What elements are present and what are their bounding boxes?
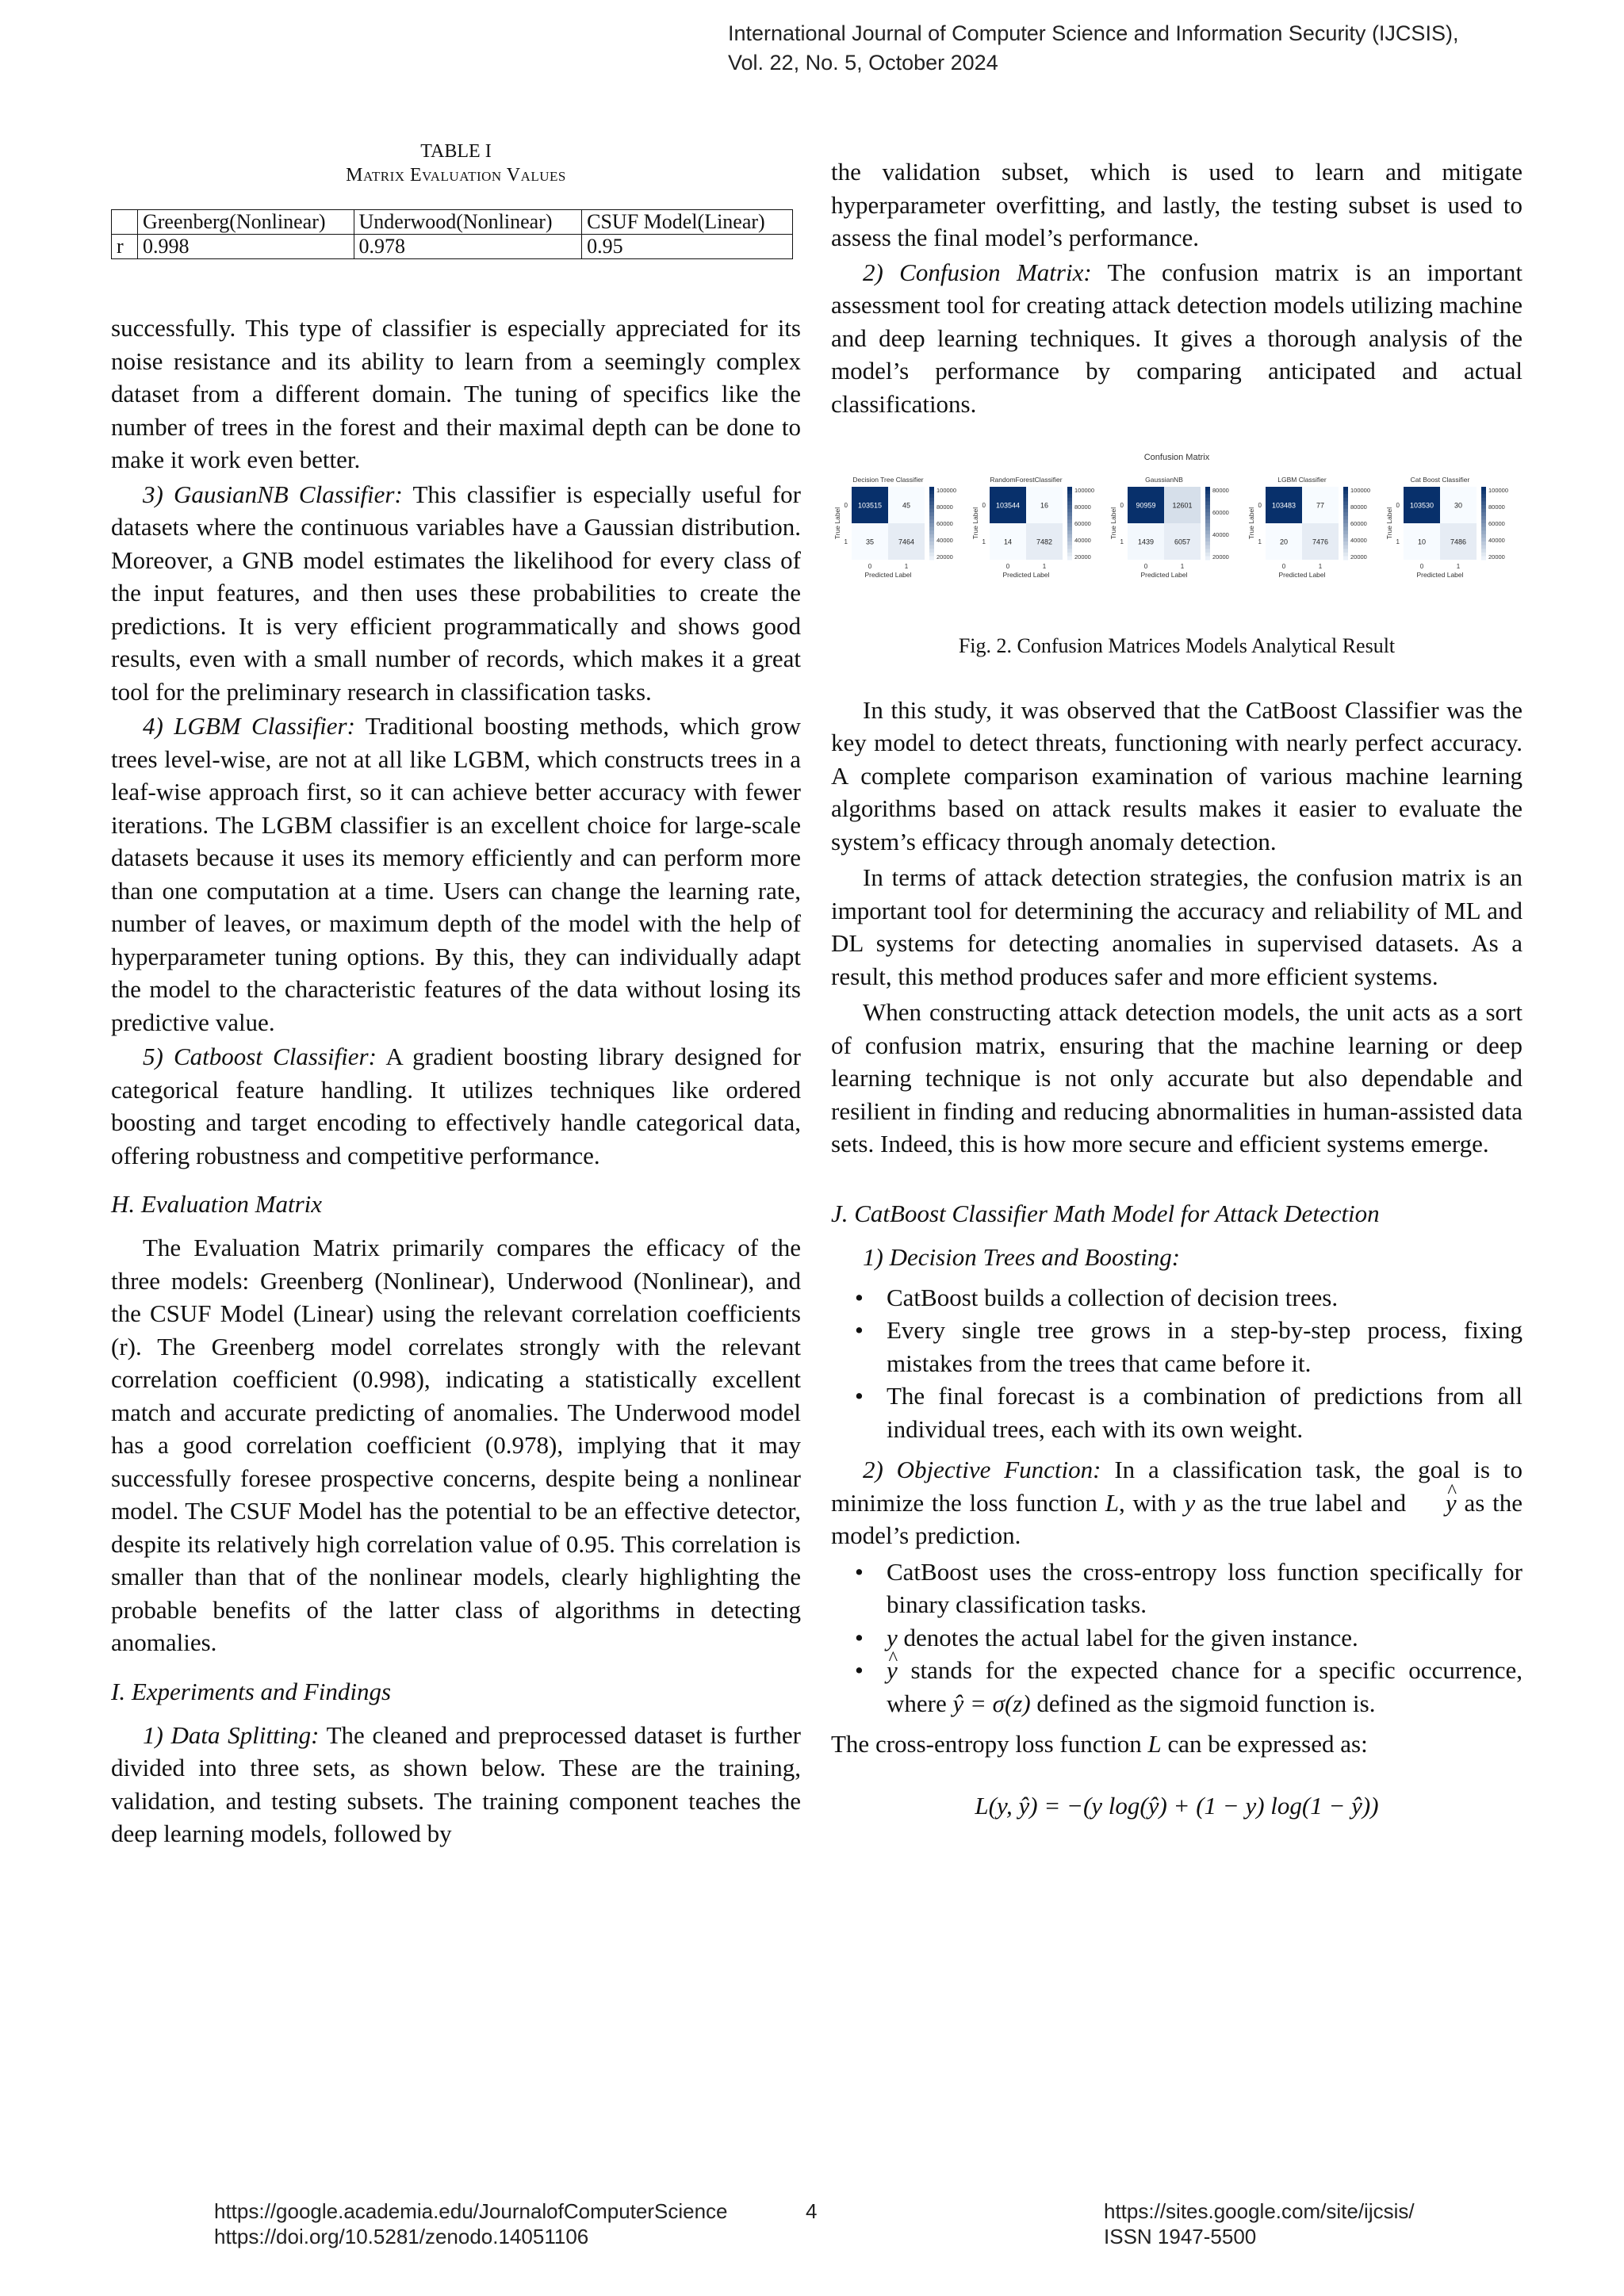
list-item <box>831 1654 1522 1720</box>
cell-value-label: 103515 <box>857 501 883 510</box>
objective-text: as the model’s prediction. <box>831 1488 1522 1549</box>
colorbar-segment <box>1343 516 1348 520</box>
panel-title: Cat Boost Classifier <box>1410 476 1470 484</box>
paragraph-cross-entropy <box>831 1728 1522 1761</box>
colorbar-segment <box>1481 545 1486 549</box>
colorbar-tick-label: 20000 <box>936 553 953 561</box>
footer-right <box>1104 2198 1415 2249</box>
colorbar-segment <box>929 541 934 545</box>
cross-entropy-text: The cross-entropy loss function <box>831 1730 1148 1758</box>
gnb-text: This classifier is especially useful for datasets where the continuous variables have a Gaussian distribution. Moreover, a GNB model estimates the likelihood for every class of the input features, and then uses these probabilities to create the predictions. It is very efficient programmatically and shows good results, even with a small number of records, which makes it a great tool for the preliminary research in classification tasks. <box>111 480 801 706</box>
colorbar-tick-label: 80000 <box>936 503 953 511</box>
lgbm-heading: 4) LGBM Classifier: <box>143 712 355 740</box>
colorbar-segment <box>1205 516 1210 520</box>
x-tick-label: 1 <box>1456 563 1461 570</box>
footer-left <box>214 2198 728 2249</box>
footer-link-doi[interactable]: https://doi.org/10.5281/zenodo.14051106 <box>214 2225 589 2248</box>
panel-title: GaussianNB <box>1145 476 1183 484</box>
right-column <box>831 155 1522 1822</box>
colorbar-segment <box>1343 523 1348 527</box>
colorbar-tick-label: 100000 <box>1074 487 1095 494</box>
cell-value-label: 45 <box>902 501 911 510</box>
list-item-text: defined as the sigmoid function is. <box>1030 1689 1376 1717</box>
cell-value-label: 103544 <box>995 501 1021 510</box>
colorbar-segment <box>929 501 934 505</box>
colorbar-segment <box>1481 538 1486 541</box>
colorbar-tick-label: 80000 <box>1212 487 1229 494</box>
list-item-text: stands for the expected chance for a specific occurrence, where <box>887 1656 1522 1717</box>
cell-value-label: 77 <box>1316 501 1325 510</box>
paragraph-data-splitting <box>111 1719 801 1850</box>
colorbar-segment <box>1481 523 1486 527</box>
table-caption <box>111 140 801 187</box>
paragraph-attack-strategies: In terms of attack detection strategies, the confusion matrix is an important tool for determining the accuracy and reliability of ML and DL systems for detecting anomalies in supervised datasets. As a result, this method produces safer and more efficient systems. <box>831 863 1522 990</box>
colorbar-tick-label: 20000 <box>1212 553 1229 561</box>
objective-text: as the true label and <box>1195 1488 1414 1517</box>
x-axis-label: Predicted Label <box>1140 571 1188 579</box>
math-y: y <box>887 1623 898 1651</box>
cell-value-label: 103530 <box>1409 501 1434 510</box>
colorbar-segment <box>1067 509 1072 513</box>
cell-value-label: 30 <box>1454 501 1463 510</box>
colorbar-segment <box>1067 501 1072 505</box>
list-item: • CatBoost uses the cross-entropy loss function specifically for binary classification tasks. <box>831 1556 1522 1621</box>
colorbar-segment <box>1205 534 1210 538</box>
paragraph-confusion <box>831 256 1522 421</box>
colorbar-segment <box>1205 530 1210 534</box>
colorbar-segment <box>1067 491 1072 495</box>
colorbar-segment <box>929 527 934 531</box>
confusion-heading: 2) Confusion Matrix: <box>863 258 1092 286</box>
cell-value-label: 35 <box>865 538 875 546</box>
colorbar-segment <box>1343 538 1348 541</box>
list-item: • The final forecast is a combination of predictions from all individual trees, each with its own weight. <box>831 1380 1522 1445</box>
colorbar-tick-label: 80000 <box>1350 503 1367 511</box>
colorbar-segment <box>1343 534 1348 538</box>
colorbar-segment <box>1205 538 1210 541</box>
colorbar-segment <box>929 512 934 516</box>
bullet-list-trees <box>831 1281 1522 1446</box>
x-axis-label: Predicted Label <box>1278 571 1326 579</box>
colorbar-segment <box>1067 516 1072 520</box>
colorbar-segment <box>1343 512 1348 516</box>
math-L: L <box>1105 1488 1119 1517</box>
objective-text: , with <box>1118 1488 1185 1517</box>
journal-header <box>728 19 1600 78</box>
colorbar-segment <box>929 545 934 549</box>
colorbar-tick-label: 60000 <box>1212 509 1229 516</box>
table-title: Matrix Evaluation Values <box>346 165 566 186</box>
section-j-heading: J. CatBoost Classifier Math Model for Attack Detection <box>831 1199 1380 1227</box>
y-tick-label: 0 <box>1120 502 1124 509</box>
colorbar-segment <box>1205 505 1210 509</box>
cross-entropy-text: can be expressed as: <box>1161 1730 1368 1758</box>
list-item: • Every single tree grows in a step-by-step process, fixing mistakes from the trees that came before it. <box>831 1314 1522 1380</box>
cross-entropy-equation: L(y, ŷ) = −(y log(ŷ) + (1 − y) log(1 − ŷ)) <box>975 1791 1379 1820</box>
colorbar-segment <box>1205 527 1210 531</box>
colorbar-tick-label: 40000 <box>1488 537 1505 544</box>
left-column <box>111 140 801 1850</box>
x-axis-label: Predicted Label <box>864 571 912 579</box>
colorbar-segment <box>929 519 934 523</box>
paragraph-lgbm <box>111 710 801 1039</box>
subsection-decision-trees: 1) Decision Trees and Boosting: <box>863 1242 1181 1271</box>
footer-link-academia[interactable]: https://google.academia.edu/JournalofComputerScience <box>214 2199 728 2223</box>
colorbar-segment <box>1481 527 1486 531</box>
colorbar-tick-label: 40000 <box>1350 537 1367 544</box>
colorbar-tick-label: 100000 <box>1350 487 1371 494</box>
colorbar-segment <box>1205 549 1210 553</box>
table-header-cell: CSUF Model(Linear) <box>582 210 793 235</box>
catboost-text: A gradient boosting library designed for categorical feature handling. It utilizes techniques like ordered boosting and target encoding to effectively handle categorical data, offering robustness and competitive performance. <box>111 1043 801 1169</box>
colorbar-segment <box>1481 501 1486 505</box>
y-tick-label: 1 <box>982 538 986 545</box>
colorbar-segment <box>1067 487 1072 491</box>
journal-header-line1: International Journal of Computer Science and Information Security (IJCSIS), <box>728 21 1459 45</box>
colorbar-tick-label: 80000 <box>1488 503 1505 511</box>
paragraph-rf-continued: successfully. This type of classifier is especially appreciated for its noise resistance and its ability to learn from a seemingly complex dataset from a different domain. The tuning of specifics like the number of trees in the forest and their maximal depth can be done to make it work even better. <box>111 314 801 473</box>
colorbar-segment <box>1067 498 1072 502</box>
table-label: TABLE I <box>420 141 492 162</box>
x-tick-label: 0 <box>1005 563 1010 570</box>
colorbar-segment <box>1481 516 1486 520</box>
colorbar-segment <box>1067 494 1072 498</box>
colorbar-segment <box>1343 494 1348 498</box>
colorbar-segment <box>929 494 934 498</box>
table-row <box>112 235 793 259</box>
colorbar-tick-label: 40000 <box>1074 537 1091 544</box>
y-axis-label: True Label <box>833 507 841 540</box>
y-tick-label: 0 <box>1258 502 1262 509</box>
colorbar-segment <box>1067 519 1072 523</box>
colorbar-segment <box>1067 549 1072 553</box>
colorbar-segment <box>1343 527 1348 531</box>
colorbar-segment <box>1343 549 1348 553</box>
colorbar-segment <box>929 509 934 513</box>
colorbar-segment <box>1481 498 1486 502</box>
paragraph-objective <box>831 1453 1522 1552</box>
gnb-heading: 3) GausianNB Classifier: <box>143 480 403 508</box>
colorbar-tick-label: 60000 <box>936 520 953 527</box>
colorbar-segment <box>1481 509 1486 513</box>
y-axis-label: True Label <box>971 507 979 540</box>
paragraph-evaluation: The Evaluation Matrix primarily compares the efficacy of the three models: Greenberg (Nonlinear), Underwood (Nonlinear), and the CSUF Model (Linear) using the relevant correlation coefficients (r). The Greenberg model correlates strongly with the relevant correlation coefficient (0.998), indicating a statistically excellent match and accurate predicting of anomalies. The Underwood model has a good correlation coefficient (0.978), implying that it may successfully foresee prospective concerns, despite being a nonlinear model. The CSUF Model has the potential to be an effective detector, despite its relatively high correlation value of 0.95. This correlation is smaller than that of the nonlinear models, clearly highlighting the probable benefits of the latter class of algorithms in detecting anomalies. <box>111 1234 801 1656</box>
paragraph-validation: the validation subset, which is used to learn and mitigate hyperparameter overfitting, and lastly, the testing subset is used to assess the final model’s performance. <box>831 158 1522 251</box>
cell-value-label: 1439 <box>1137 538 1155 546</box>
colorbar-segment <box>1205 509 1210 513</box>
objective-text: In a classification task, the goal is to minimize the loss function <box>831 1456 1522 1517</box>
page-number: 4 <box>806 2199 818 2223</box>
splitting-text: The cleaned and preprocessed dataset is further divided into three sets, as shown below. These are the training, validation, and testing subsets. The training component teaches the deep learning models, followed by <box>111 1720 801 1847</box>
cell-value-label: 7486 <box>1450 538 1467 546</box>
y-tick-label: 0 <box>1396 502 1400 509</box>
cell-value-label: 16 <box>1040 501 1049 510</box>
colorbar-segment <box>1067 505 1072 509</box>
colorbar-segment <box>1067 553 1072 557</box>
colorbar-segment <box>1481 534 1486 538</box>
table-header-row <box>112 210 793 235</box>
colorbar-segment <box>1343 509 1348 513</box>
y-axis-label: True Label <box>1109 507 1117 540</box>
x-tick-label: 0 <box>868 563 872 570</box>
cell-value-label: 6057 <box>1174 538 1191 546</box>
math-sigmoid: ŷ = σ(z) <box>952 1689 1031 1717</box>
panel-title: Decision Tree Classifier <box>852 476 924 484</box>
colorbar-segment <box>1343 487 1348 491</box>
colorbar-segment <box>1067 512 1072 516</box>
paragraph-catboost <box>111 1040 801 1172</box>
list-item: • CatBoost builds a collection of decision trees. <box>831 1281 1522 1314</box>
colorbar-segment <box>929 538 934 541</box>
colorbar-tick-label: 60000 <box>1350 520 1367 527</box>
figure-title: Confusion Matrix <box>1143 453 1210 462</box>
colorbar-tick-label: 20000 <box>1074 553 1091 561</box>
confusion-text: The confusion matrix is an important assessment tool for creating attack detection models utilizing machine and deep learning techniques. It gives a thorough analysis of the model’s performance by comparing anticipated and actual classifications. <box>831 258 1522 418</box>
cell-value-label: 10 <box>1417 538 1427 546</box>
colorbar-segment <box>1343 530 1348 534</box>
colorbar-segment <box>1343 545 1348 549</box>
colorbar-segment <box>1205 545 1210 549</box>
colorbar-segment <box>1067 538 1072 541</box>
cell-value-label: 90959 <box>1136 501 1156 510</box>
objective-heading: 2) Objective Function: <box>863 1456 1101 1483</box>
list-item <box>831 1621 1522 1655</box>
catboost-heading: 5) Catboost Classifier: <box>143 1043 377 1070</box>
colorbar-segment <box>1205 523 1210 527</box>
colorbar-segment <box>1205 519 1210 523</box>
x-tick-label: 1 <box>1042 563 1047 570</box>
section-i-heading: I. Experiments and Findings <box>111 1677 392 1705</box>
colorbar-segment <box>929 498 934 502</box>
colorbar-segment <box>1481 512 1486 516</box>
colorbar-segment <box>929 491 934 495</box>
y-axis-label: True Label <box>1385 507 1393 540</box>
colorbar-tick-label: 20000 <box>1488 553 1505 561</box>
colorbar-segment <box>1481 491 1486 495</box>
y-tick-label: 1 <box>1258 538 1262 545</box>
table-cell: 0.978 <box>354 235 582 259</box>
list-item-text: denotes the actual label for the given instance. <box>897 1623 1358 1651</box>
x-axis-label: Predicted Label <box>1002 571 1050 579</box>
colorbar-segment <box>1481 553 1486 557</box>
colorbar-tick-label: 100000 <box>1488 487 1509 494</box>
x-tick-label: 0 <box>1419 563 1424 570</box>
figure-2 <box>831 447 1522 659</box>
colorbar-tick-label: 100000 <box>936 487 957 494</box>
colorbar-segment <box>929 556 934 560</box>
table-cell: r <box>112 235 138 259</box>
colorbar-tick-label: 60000 <box>1074 520 1091 527</box>
bullet-list-loss <box>831 1556 1522 1720</box>
colorbar-segment <box>1205 487 1210 491</box>
colorbar-segment <box>1205 556 1210 560</box>
colorbar-segment <box>929 549 934 553</box>
cell-value-label: 14 <box>1003 538 1013 546</box>
colorbar-segment <box>929 516 934 520</box>
colorbar-segment <box>1067 530 1072 534</box>
colorbar-segment <box>1205 541 1210 545</box>
x-tick-label: 0 <box>1143 563 1148 570</box>
table-cell: 0.95 <box>582 235 793 259</box>
paragraph-gnb <box>111 478 801 709</box>
cell-value-label: 7464 <box>898 538 915 546</box>
colorbar-segment <box>1481 487 1486 491</box>
colorbar-segment <box>929 523 934 527</box>
x-tick-label: 1 <box>904 563 909 570</box>
colorbar-segment <box>1343 541 1348 545</box>
colorbar-segment <box>1343 553 1348 557</box>
colorbar-segment <box>1205 512 1210 516</box>
colorbar-segment <box>1343 498 1348 502</box>
y-tick-label: 1 <box>844 538 848 545</box>
colorbar-tick-label: 40000 <box>1212 531 1229 538</box>
colorbar-segment <box>1481 494 1486 498</box>
table-cell: 0.998 <box>138 235 354 259</box>
colorbar-tick-label: 80000 <box>1074 503 1091 511</box>
paragraph-constructing-models: When constructing attack detection models, the unit acts as a sort of confusion matrix, ensuring that the machine learning or deep learning technique is not only accurate but also dependable and resilient in finding and reducing abnormalities in human-assisted data sets. Indeed, this is how more secure and efficient systems emerge. <box>831 998 1522 1158</box>
table-header-cell <box>112 210 138 235</box>
colorbar-segment <box>1067 545 1072 549</box>
cell-value-label: 103483 <box>1271 501 1297 510</box>
colorbar-segment <box>929 530 934 534</box>
colorbar-segment <box>1067 534 1072 538</box>
x-tick-label: 1 <box>1180 563 1185 570</box>
y-axis-label: True Label <box>1247 507 1255 540</box>
cell-value-label: 12601 <box>1172 501 1193 510</box>
colorbar-segment <box>1481 556 1486 560</box>
colorbar-segment <box>1343 491 1348 495</box>
y-tick-label: 1 <box>1396 538 1400 545</box>
x-tick-label: 0 <box>1281 563 1286 570</box>
colorbar-segment <box>929 553 934 557</box>
section-h-heading: H. Evaluation Matrix <box>111 1190 323 1218</box>
table-header-cell: Underwood(Nonlinear) <box>354 210 582 235</box>
colorbar-segment <box>1481 530 1486 534</box>
evaluation-table <box>111 209 793 259</box>
colorbar-segment <box>1205 498 1210 502</box>
panel-title: LGBM Classifier <box>1277 476 1327 484</box>
x-tick-label: 1 <box>1318 563 1323 570</box>
colorbar-segment <box>929 505 934 509</box>
colorbar-segment <box>1481 505 1486 509</box>
paragraph-catboost-result: In this study, it was observed that the CatBoost Classifier was the key model to detect threats, functioning with nearly perfect accuracy. A complete comparison examination of various machine learning algorithms based on attack results makes it easier to evaluate the system’s efficacy through anomaly detection. <box>831 695 1522 855</box>
colorbar-tick-label: 60000 <box>1488 520 1505 527</box>
cell-value-label: 7476 <box>1312 538 1329 546</box>
table-header-cell: Greenberg(Nonlinear) <box>138 210 354 235</box>
footer-issn: ISSN 1947-5500 <box>1104 2225 1257 2248</box>
colorbar-segment <box>1481 549 1486 553</box>
colorbar-segment <box>1067 541 1072 545</box>
colorbar-segment <box>1205 491 1210 495</box>
math-yhat: y ^ <box>1414 1487 1457 1520</box>
math-y: y <box>1184 1488 1196 1517</box>
math-yhat: y ^ <box>887 1654 898 1687</box>
splitting-heading: 1) Data Splitting: <box>143 1720 320 1749</box>
journal-header-line2: Vol. 22, No. 5, October 2024 <box>728 51 998 75</box>
colorbar-segment <box>1067 523 1072 527</box>
colorbar-segment <box>1481 541 1486 545</box>
colorbar-tick-label: 40000 <box>936 537 953 544</box>
panel-title: RandomForestClassifier <box>990 476 1063 484</box>
colorbar-segment <box>1067 556 1072 560</box>
math-L: L <box>1147 1730 1162 1758</box>
colorbar-segment <box>1343 501 1348 505</box>
colorbar-segment <box>929 487 934 491</box>
y-tick-label: 0 <box>982 502 986 509</box>
colorbar-segment <box>1205 494 1210 498</box>
colorbar-segment <box>929 534 934 538</box>
x-axis-label: Predicted Label <box>1416 571 1464 579</box>
colorbar-segment <box>1343 556 1348 560</box>
colorbar-segment <box>1067 527 1072 531</box>
cell-value-label: 7482 <box>1036 538 1053 546</box>
cell-value-label: 20 <box>1279 538 1289 546</box>
y-tick-label: 1 <box>1120 538 1124 545</box>
y-tick-label: 0 <box>844 502 848 509</box>
confusion-matrix-figure <box>831 447 1522 606</box>
lgbm-text: Traditional boosting methods, which grow trees level-wise, are not at all like LGBM, which constructs trees in a leaf-wise approach first, so it can achieve better accuracy with fewer iterations. The LGBM classifier is an excellent choice for large-scale datasets because it uses its memory efficiently and can perform more than one computation at a time. Users can change the learning rate, number of leaves, or maximum depth of the model with the help of hyperparameter tuning options. By this, they can individually adapt the model to the characteristic features of the data without losing its predictive value. <box>111 712 801 1036</box>
colorbar-segment <box>1481 519 1486 523</box>
colorbar-tick-label: 20000 <box>1350 553 1367 561</box>
colorbar-segment <box>1343 505 1348 509</box>
colorbar-segment <box>1205 553 1210 557</box>
colorbar-segment <box>1343 519 1348 523</box>
figure-caption: Fig. 2. Confusion Matrices Models Analytical Result <box>958 633 1396 657</box>
colorbar-segment <box>1205 501 1210 505</box>
footer-link-sites[interactable]: https://sites.google.com/site/ijcsis/ <box>1104 2199 1415 2223</box>
